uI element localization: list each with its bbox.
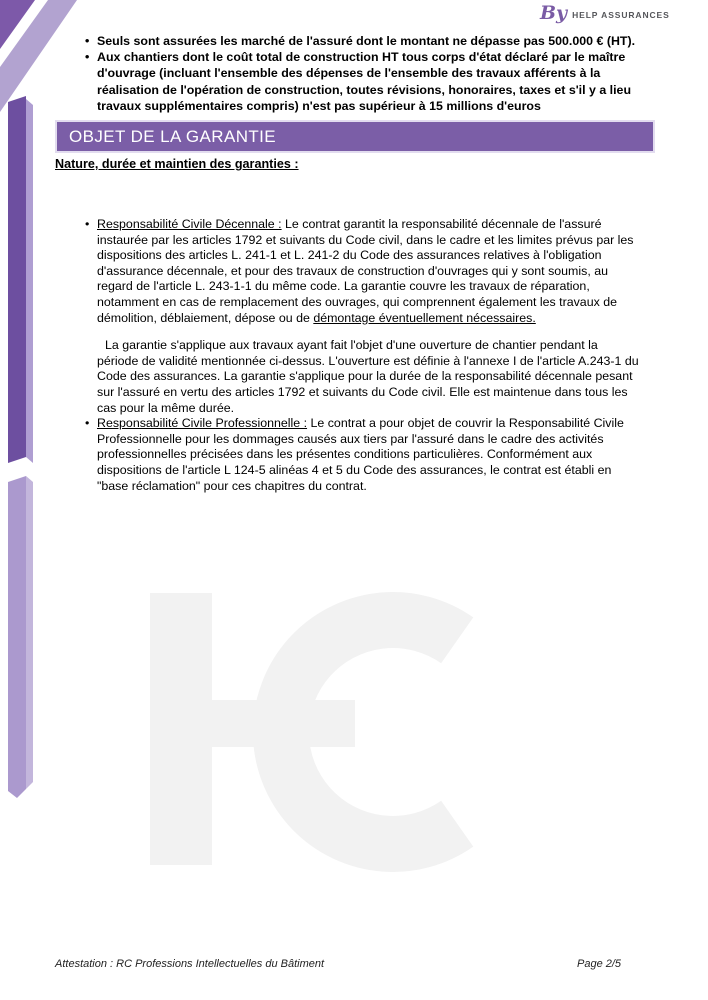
professionnelle-lead: Responsabilité Civile Professionnelle : <box>97 416 308 431</box>
decennale-body: Le contrat garantit la responsabilité décennale de l'assuré instaurée par les articles 1792 et suivants du Code civil, dans le cadre et les limites prévus par les dispositions des articles L. 241-1 et L. 241-2 du Code des assurances relatives à l'obligation d'assurance décennale, et pour des travaux de construction d'ouvrages qui y sont soumis, au regard de l'article L. 243-1-1 du même code. La garantie couvre les travaux de réparation, notamment en cas de remplacement des ouvrages, qui comprennent également les travaux de démolition, déblaiement, dépose ou de <box>97 217 634 325</box>
brand-logo <box>540 2 670 24</box>
hc-watermark-icon <box>148 588 538 880</box>
corner-decoration-icon <box>0 0 90 120</box>
maintain-paragraph: La garantie s'applique aux travaux ayant fait l'objet d'une ouverture de chantier pendant la période de validité mentionnée ci-dessus. L'ouverture est définie à l'annexe I de l'article A.243-1 du Code des assurances. La garantie s'applique pour la durée de la responsabilité décennale pesant sur l'assuré en vertu des articles 1792 et suivants du Code civil. Elle est maintenue dans tous les cas pour la même durée. <box>97 338 639 415</box>
professionnelle-item <box>85 416 641 494</box>
intro-bullet-list <box>85 33 647 114</box>
brand-name: HELP ASSURANCES <box>572 10 670 20</box>
logo-script-icon: By <box>540 2 568 24</box>
maintain-paragraph-item <box>85 338 641 416</box>
footer-document-title: Attestation : RC Professions Intellectuelles du Bâtiment <box>55 958 325 970</box>
guarantee-list <box>85 217 641 494</box>
left-ribbon-icon <box>0 0 40 810</box>
subsection-heading: Nature, durée et maintien des garanties : <box>55 157 299 171</box>
list-item: • Seuls sont assurées les marché de l'assuré dont le montant ne dépasse pas 500.000 € (HT). <box>85 33 647 49</box>
section-title: OBJET DE LA GARANTIE <box>69 126 277 146</box>
list-item: • Aux chantiers dont le coût total de construction HT tous corps d'état déclaré par le maître d'ouvrage (incluant l'ensemble des dépenses de l'ensemble des travaux afférents à la réalisation de l'opération de construction, toutes révisions, honoraires, taxes et s'il y a lieu travaux supplémentaires compris) n'est pas supérieur à 15 millions d'euros <box>85 49 647 114</box>
section-banner <box>55 120 655 153</box>
footer-page-number: Page 2/5 <box>577 958 622 970</box>
professionnelle-body: Le contrat a pour objet de couvrir la Responsabilité Civile Professionnelle pour les dommages causés aux tiers par l'assuré dans le cadre des activités professionnelles précisées dans les présentes conditions particulières. Conformément aux dispositions de l'article L 124-5 alinéas 4 et 5 du Code des assurances, le contrat est établi en "base réclamation" pour ces chapitres du contrat. <box>97 416 624 493</box>
decennale-lead: Responsabilité Civile Décennale : <box>97 217 282 231</box>
decennale-tail: démontage éventuellement nécessaires. <box>313 310 536 325</box>
decennale-item <box>85 217 641 326</box>
